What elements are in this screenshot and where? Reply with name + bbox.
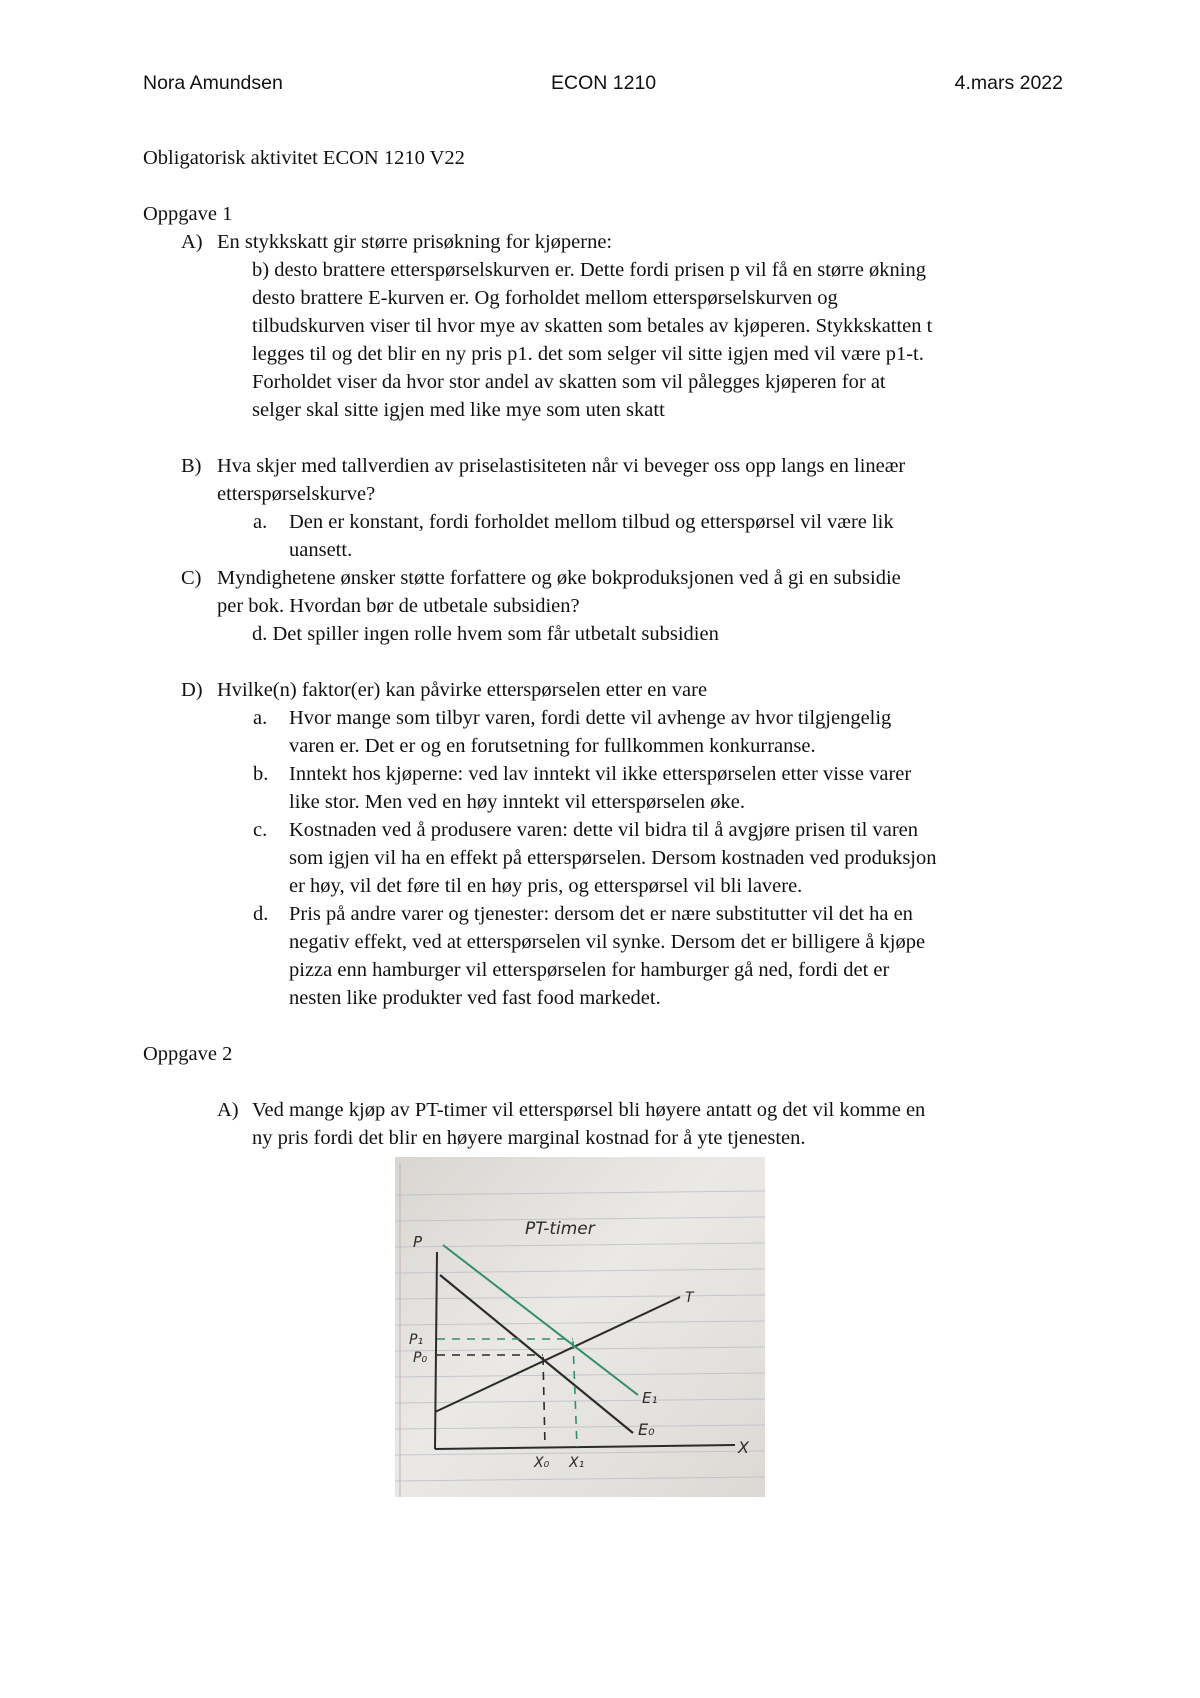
oppgave2-a-line: Ved mange kjøp av PT-timer vil etterspørsel bli høyere antatt og det vil komme en [252,1099,926,1121]
document-title: Obligatorisk aktivitet ECON 1210 V22 [143,147,465,169]
label-title: PT-timer [525,1219,595,1239]
question-a-marker: A) [181,231,203,253]
course-code: ECON 1210 [551,72,657,94]
oppgave1-heading: Oppgave 1 [143,203,233,225]
question-b-line: Hva skjer med tallverdien av priselastisiteten når vi beveger oss opp langs en lineær [217,455,906,477]
list-item-line: som igjen vil ha en effekt på etterspørselen. Dersom kostnaden ved produksjon [289,847,937,869]
diagram-svg [395,1157,765,1497]
label-e1: E₁ [642,1389,658,1407]
label-x-axis: X [738,1438,749,1457]
page-header [143,72,1063,102]
list-item-line: er høy, vil det føre til en høy pris, og etterspørsel vil bli lavere. [289,875,803,897]
list-item-line: nesten like produkter ved fast food markedet. [289,987,661,1009]
answer-a-line: b) desto brattere etterspørselskurven er. Dette fordi prisen p vil få en større økning [252,259,927,281]
label-supply: T [685,1290,694,1306]
answer-a-line: desto brattere E-kurven er. Og forholdet mellom etterspørselskurven og [252,287,838,309]
answer-b-line: Den er konstant, fordi forholdet mellom tilbud og etterspørsel vil være lik [289,511,894,533]
label-x0: X₀ [534,1455,550,1471]
answer-a-line: tilbudskurven viser til hvor mye av skatten som betales av kjøperen. Stykkskatten t [252,315,933,337]
answer-a-line: selger skal sitte igjen med like mye som uten skatt [252,399,665,421]
list-item-line: Pris på andre varer og tjenester: dersom det er nære substitutter vil det ha en [289,903,913,925]
list-item-marker: b. [253,763,269,785]
answer-b-line: uansett. [289,539,353,561]
question-c-line: per bok. Hvordan bør de utbetale subsidien? [217,595,580,617]
hand-drawn-diagram [395,1157,765,1497]
question-c-marker: C) [181,567,202,589]
list-item-line: like stor. Men ved en høy inntekt vil etterspørselen øke. [289,791,746,813]
label-y-axis: P [413,1233,423,1251]
label-p1: P₁ [409,1332,424,1348]
list-item-line: pizza enn hamburger vil etterspørselen for hamburger gå ned, fordi det er [289,959,890,981]
question-d-text: Hvilke(n) faktor(er) kan påvirke etterspørselen etter en vare [217,679,708,701]
list-item-line: negativ effekt, ved at etterspørselen vil synke. Dersom det er billigere å kjøpe [289,931,926,953]
list-item-line: Hvor mange som tilbyr varen, fordi dette vil avhenge av hvor tilgjengelig [289,707,892,729]
question-a-text: En stykkskatt gir større prisøkning for kjøperne: [217,231,613,253]
author-name: Nora Amundsen [143,72,283,94]
label-p0: P₀ [413,1350,428,1366]
answer-c: d. Det spiller ingen rolle hvem som får utbetalt subsidien [252,623,719,645]
list-item-marker: d. [253,903,269,925]
list-item-line: Inntekt hos kjøperne: ved lav inntekt vil ikke etterspørselen etter visse varer [289,763,912,785]
list-item-marker: a. [253,707,268,729]
label-e0: E₀ [638,1420,655,1439]
list-item-line: varen er. Det er og en forutsetning for fullkommen konkurranse. [289,735,816,757]
oppgave2-a-line: ny pris fordi det blir en høyere marginal kostnad for å yte tjenesten. [252,1127,806,1149]
answer-b-marker: a. [253,511,268,533]
list-item-marker: c. [253,819,268,841]
label-x1: X₁ [569,1455,585,1471]
oppgave2-heading: Oppgave 2 [143,1043,233,1065]
answer-a-line: Forholdet viser da hvor stor andel av skatten som vil pålegges kjøperen for at [252,371,886,393]
question-c-line: Myndighetene ønsker støtte forfattere og øke bokproduksjonen ved å gi en subsidie [217,567,901,589]
question-d-marker: D) [181,679,203,701]
question-b-line: etterspørselskurve? [217,483,376,505]
date: 4.mars 2022 [954,72,1063,94]
list-item-line: Kostnaden ved å produsere varen: dette vil bidra til å avgjøre prisen til varen [289,819,919,841]
answer-a-line: legges til og det blir en ny pris p1. det som selger vil sitte igjen med vil være p1-t. [252,343,924,365]
question-b-marker: B) [181,455,202,477]
oppgave2-a-marker: A) [217,1099,239,1121]
